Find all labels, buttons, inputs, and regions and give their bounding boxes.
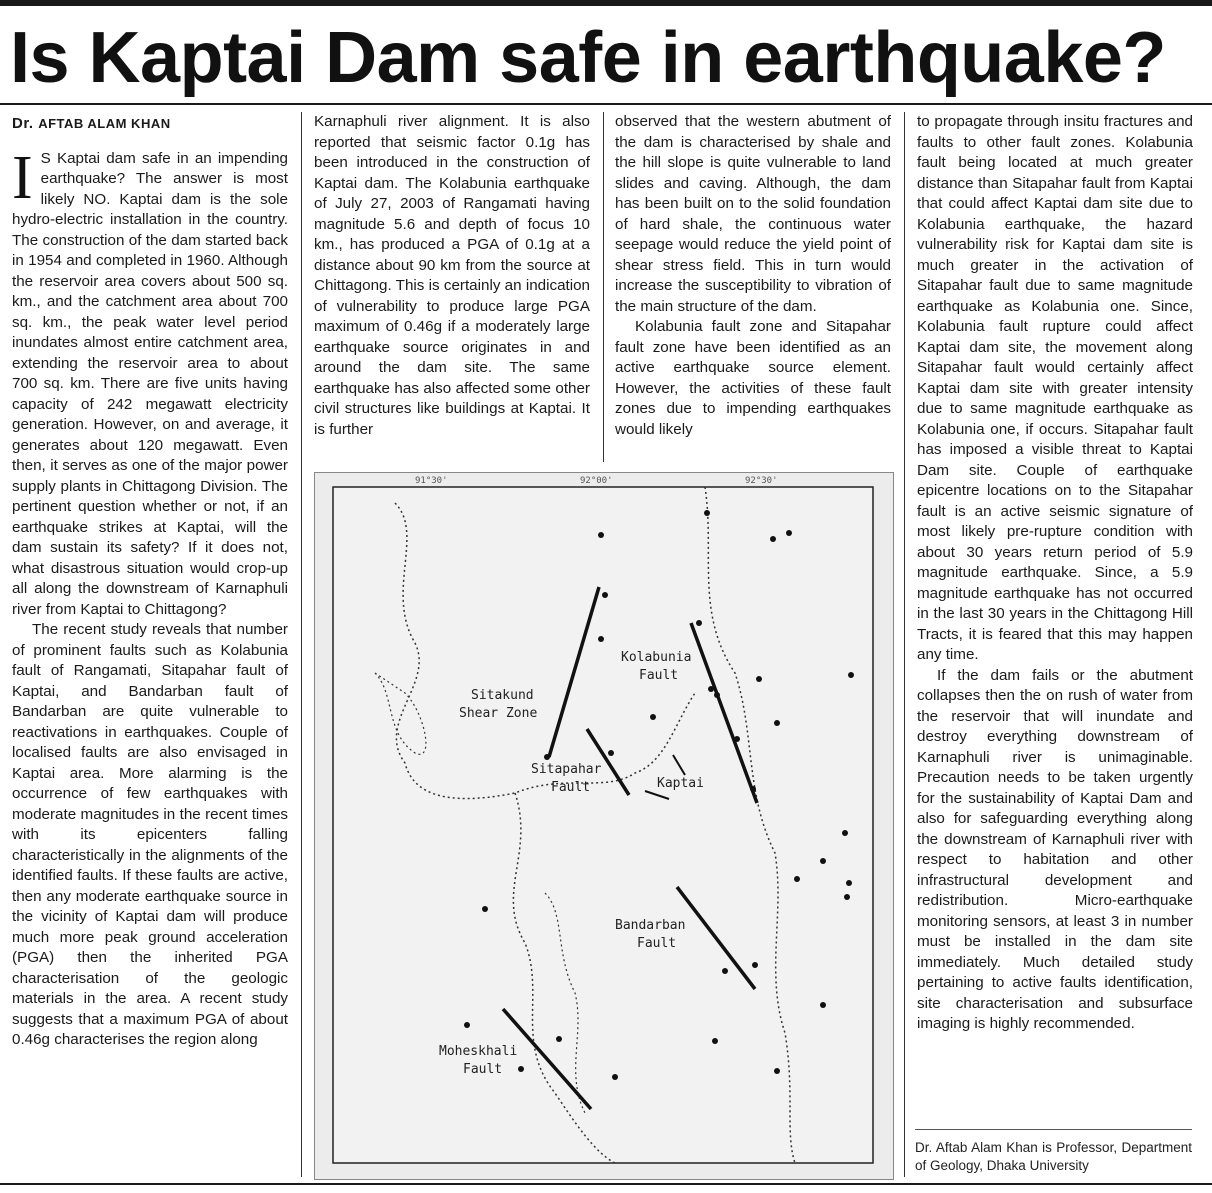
fault-map-svg [315,473,893,1179]
byline-prefix: Dr. [12,115,39,132]
epicentre-dot [704,510,710,516]
tick-label: 91°30' [415,476,448,486]
epicentre-dot [820,858,826,864]
paragraph-2-part-2: Karnaphuli river alignment. It is also reported that seismic factor 0.1g has been introduced in the construction of Kaptai dam. The Kolabunia earthquake of July 27, 2003 of Rangamati having magnitude 5.6 and depth of focus 10 km., has produced a PGA of 0.1g at a distance about 90 km from the source at Chittagong. This is certainly an indication of vulnerability to produce large PGA maximum of 0.46g if a moderately large earthquake source originates in and around the dam site. The same earthquake has also affected some other civil structures like buildings at Kaptai. It is further [314,113,590,438]
epicentre-dot [842,830,848,836]
epicentre-dot [750,786,756,792]
epicentre-dot [598,532,604,538]
epicentre-dot [844,894,850,900]
epicentre-dot [482,906,488,912]
epicentre-dot [608,750,614,756]
epicentre-dot [696,620,702,626]
fault-map [314,472,894,1180]
paragraph-1-text: S Kaptai dam safe in an impending earthquake? The answer is most likely NO. Kaptai dam is the sole hydro-electric installation in the country. The construction of the dam started back in 1954 and completed in 1960. Although the reservoir area covers about 500 sq. km., and the catchment area about 700 sq. km., the peak water level period inundates almost entire catchment area, extending the reservoir area to about 700 sq. km. There are five units having capacity of 242 megawatt electricity generation. However, on and average, it generates about 120 megawatt. Even then, it serves as one of the major power supply plants in Chittagong Division. The pertinent question whether or not, if an earthquake strikes at Kaptai, will the dam sustain its safety? If it does not, what disastrous situation would crop-up all along the downstream of Karnaphuli river from Kaptai to Chittagong? [12,149,288,618]
label-shear-zone: Shear Zone [459,706,538,721]
label-bandarban-fault: Fault [637,936,677,951]
label-kaptai: Kaptai [657,776,704,791]
label-kolabunia-fault: Fault [639,668,679,683]
article-column-3 [615,112,891,440]
byline-name: AFTAB ALAM KHAN [38,116,171,131]
epicentre-dot [786,530,792,536]
epicentre-dot [820,1002,826,1008]
label-sitapahar-fault: Fault [551,780,591,795]
paragraph-2-part-3: observed that the western abutment of the dam is characterised by shale and the hill slope is quite vulnerable to land slides and caving. Although, the dam has been built on to the solid foundation of hard shale, the continuous water seepage would reduce the yield point of shear stress field. This in turn would increase the susceptibility to vibration of the main structure of the dam. [615,113,891,315]
paragraph-3-part-2: to propagate through insitu fractures and faults to other fault zones. Kolabunia fault being located at much greater distance than Sitapahar fault from Kaptai that could affect Kaptai dam site due to Kolabunia earthquake, the hazard vulnerability risk for Kaptai dam site is much greater in the activation of Sitapahar fault due to same magnitude earthquake as Kolabunia one. Since, Kolabunia fault rupture could affect Kaptai dam site, the movement along Sitapahar fault would certainly affect Kaptai dam site with greater intensity due to same magnitude earthquake as Kolabunia one, if occurs. Sitapahar fault has imposed a visible threat to Kaptai Dam site. Couple of earthquake epicentre locations on to the Sitapahar fault is an active seismic signature of most likely pre-rupture condition with about 30 years return period of 5.9 magnitude earthquake. Since, a 5.9 magnitude earthquake has not occurred in the last 30 years in the Chittagong Hill Tracts, it is feared that this may happen any time. [917,113,1193,663]
headline: Is Kaptai Dam safe in earthquake? [10,18,1166,98]
epicentre-dot [518,1066,524,1072]
label-bandarban: Bandarban [615,918,686,933]
epicentre-dot [598,636,604,642]
bottom-rule [0,1183,1212,1185]
epicentre-dot [756,676,762,682]
epicentre-dot [774,720,780,726]
epicentre-dot [770,536,776,542]
paragraph-2-part-1: The recent study reveals that number of prominent faults such as Kolabunia fault of Rangamati, Sitapahar fault of Kaptai, and Bandarban fault of Bandarban are quite vulnerable to reactivations in earthquakes. Couple of localised faults are also envisaged in Kaptai area. More alarming is the occurrence of few earthquakes with moderate magnitudes in the recent times with its epicenters falling characteristically in the alignments of the identified faults. If these faults are active, then any moderate earthquake source in the vicinity of Kaptai dam will produce much more peak ground acceleration (PGA) then the inherited PGA characterisation of the geologic materials in the area. A recent study suggests that a maximum PGA of about 0.46g characterises the region along [12,621,288,1048]
author-footnote [915,1139,1192,1175]
epicentre-dot [734,736,740,742]
headline-rule [0,103,1212,105]
epicentre-dot [544,754,550,760]
epicentre-dot [714,692,720,698]
tick-label: 92°00' [580,476,613,486]
map-frame [333,487,873,1163]
paragraph-4: If the dam fails or the abutment collapses then the on rush of water from the reservoir that will inundate and destroy everything downstream of Karnaphuli river is unimaginable. Precaution needs to be taken urgently for the sustainability of Kaptai Dam and also for safeguarding everything along the downstream of Karnaphuli river with respect to habitation and other infrastructural development and redistribution. Micro-earthquake monitoring sensors, at least 3 in number must be installed in the dam site immediately. Much detailed study pertaining to active faults identification, site characterisation and subsurface imaging is highly recommended. [917,666,1193,1032]
epicentre-dot [464,1022,470,1028]
article-column-2 [314,112,590,440]
column-divider [904,112,905,1177]
epicentre-dot [556,1036,562,1042]
epicentre-dot [708,686,714,692]
label-sitakund: Sitakund [471,688,534,703]
paragraph-3-part-1: Kolabunia fault zone and Sitapahar fault zone have been identified as an active earthquake source element. However, the activities of these fault zones due to impending earthquakes would likely [615,318,891,438]
author-note: Dr. Aftab Alam Khan is Professor, Department of Geology, Dhaka University [915,1140,1192,1173]
label-sitapahar: Sitapahar [531,762,602,777]
epicentre-dot [848,672,854,678]
tick-label: 92°30' [745,476,778,486]
article-column-4 [917,112,1193,1035]
epicentre-dot [846,880,852,886]
epicentre-dot [774,1068,780,1074]
top-bar [0,0,1212,6]
drop-cap: I [12,143,33,212]
column-divider [301,112,302,1177]
column-divider [603,112,604,462]
label-moheskhali: Moheskhali [439,1044,518,1059]
epicentre-dot [794,876,800,882]
epicentre-dot [752,962,758,968]
label-moheskhali-fault: Fault [463,1062,503,1077]
epicentre-dot [712,1038,718,1044]
epicentre-dot [722,968,728,974]
epicentre-dot [602,592,608,598]
footnote-rule [915,1129,1192,1130]
paragraph-1 [12,143,288,621]
epicentre-dot [650,714,656,720]
byline [12,114,288,135]
epicentre-dot [612,1074,618,1080]
article-column-1 [12,112,288,1051]
label-kolabunia: Kolabunia [621,650,692,665]
